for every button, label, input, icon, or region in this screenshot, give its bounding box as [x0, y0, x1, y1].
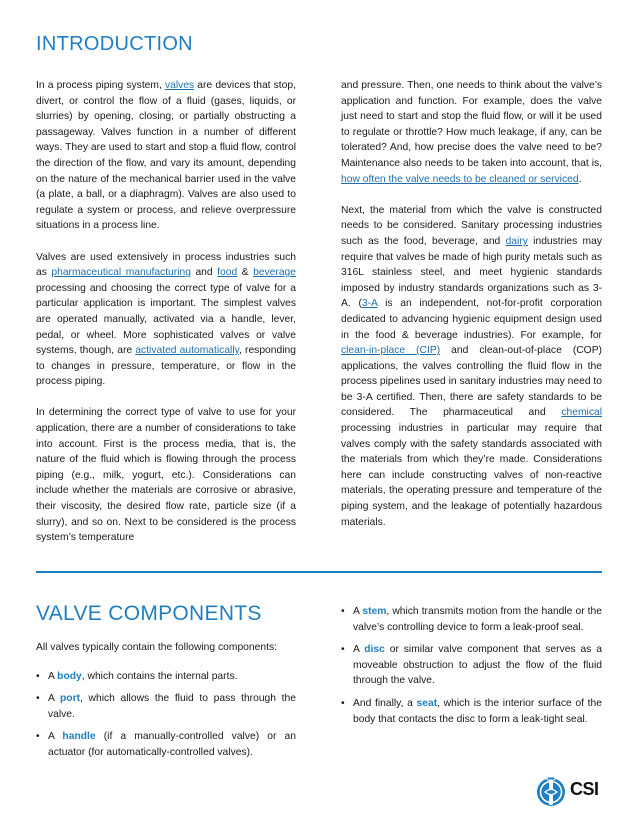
intro-right-column	[341, 78, 602, 530]
intro-left-column	[36, 78, 296, 546]
intro-paragraph-4: and pressure. Then, one needs to think about the valve’s application and function. For example, does the valve just need to start and stop the fluid flow, or will it be used to regulate or throttle? How much leakage, if any, can be tolerated? And, how precise does the valve need to be? Maintenance also needs to be taken into account, that is, how often the valve needs to be cleaned or serviced.	[341, 80, 602, 185]
intro-paragraph-5: Next, the material from which the valve is constructed needs to be considered. Sanitary processing industries such as the food, beverage, and dairy industries may require that valves be made of high purity metals such as 316L stainless steel, and meet hygienic standards imposed by industry standards organizations such as 3-A. (3-A is an independent, not-for-profit corporation dedicated to advancing hygienic equipment design used in the food & beverage industries). For example, for clean-in-place (CIP) and clean-out-of-place (COP) applications, the valves controlling the fluid flow in the process pipelines used in sanitary industries may need to be 3-A certified. Then, there are safety standards to be considered. The pharmaceutical and chemical processing industries in particular may require that valves comply with the safety standards associated with the materials from which they’re made. Considerations here can include constructing valves of non-reactive materials, the operating pressure and temperature of the piping system, and the leakage of potentially hazardous materials.	[341, 204, 602, 528]
stem-term: stem	[362, 606, 387, 617]
list-item: • A disc or similar valve component that serves as a moveable obstruction to adjust the flow of the fluid through the valve.	[341, 642, 602, 689]
components-heading: VALVE COMPONENTS	[36, 602, 262, 625]
activated-automatically-link[interactable]: activated automatically	[135, 345, 240, 357]
3a-link[interactable]: 3-A	[361, 298, 378, 310]
components-left-column	[36, 640, 296, 761]
handle-term: handle	[62, 731, 96, 743]
list-item: • A port, which allows the fluid to pass through the valve.	[36, 691, 296, 722]
components-right-column	[341, 604, 602, 727]
list-item: • A handle (if a manually-controlled valve) or an actuator (for automatically-controlled valves).	[36, 729, 296, 760]
clean-in-place-link[interactable]: clean-in-place (CIP)	[341, 345, 441, 357]
csi-logo	[535, 774, 605, 812]
intro-paragraph-3: In determining the correct type of valve to use for your application, there are a number of considerations to take into account. First is the process media, that is, the nature of the fluid which is flowing through the process piping (e.g., milk, yogurt, etc.). Considerations can include whether the materials are corrosive or abrasive, their viscosity, the desired flow rate, particle size (if a slurry), and so on. Next to be considered is the process system’s temperature	[36, 407, 296, 544]
valve-cleaning-link[interactable]: how often the valve needs to be cleaned or serviced	[341, 173, 579, 185]
seat-term: seat	[416, 697, 438, 709]
list-item: • A body, which contains the internal parts.	[36, 669, 296, 685]
pharmaceutical-manufacturing-link[interactable]: pharmaceutical manufacturing	[51, 267, 191, 279]
body-term: body	[57, 670, 82, 682]
list-item: • A stem, which transmits motion from the handle or the valve’s controlling device to form a leak-proof seal.	[341, 604, 602, 635]
disc-term: disc	[364, 644, 385, 656]
port-term: port	[59, 693, 80, 705]
beverage-link[interactable]: beverage	[253, 267, 296, 279]
section-divider	[36, 571, 602, 573]
components-intro: All valves typically contain the following components:	[36, 642, 277, 653]
components-list-left	[36, 669, 296, 761]
intro-paragraph-1: In a process piping system, valves are devices that stop, divert, or control the flow of a fluid (gases, liquids, or slurries) by opening, closing, or partially obstructing a passageway. Valves function in a number of different ways. They are used to start and stop a fluid flow, control the direction of the flow, and vary its amount, depending on the nature of the mechanical barrier used in the valve (a plate, a ball, or a diaphragm). Valves are also used to regulate a system or process, and relieve overpressure situations in a process line.	[36, 80, 296, 232]
food-link[interactable]: food	[217, 267, 238, 279]
components-list-right	[341, 604, 602, 727]
dairy-link[interactable]: dairy	[505, 235, 528, 247]
csi-valve-logo-icon	[535, 774, 567, 810]
valves-link[interactable]: valves	[164, 80, 195, 91]
intro-heading: INTRODUCTION	[36, 33, 193, 55]
list-item: • And finally, a seat, which is the interior surface of the body that contacts the disc to form a leak-tight seal.	[341, 696, 602, 727]
csi-logo-text: CSI	[570, 779, 599, 799]
intro-paragraph-2: Valves are used extensively in process industries such as pharmaceutical manufacturing and food & beverage processing and choosing the correct type of valve for a particular application is important. The simplest valves are operated manually, activated via a handle, lever, pedal, or wheel. More sophisticated valves or valve systems, though, are activated automatically, responding to changes in pressure, temperature, or flow in the process piping.	[36, 251, 296, 388]
chemical-link[interactable]: chemical	[561, 407, 602, 419]
